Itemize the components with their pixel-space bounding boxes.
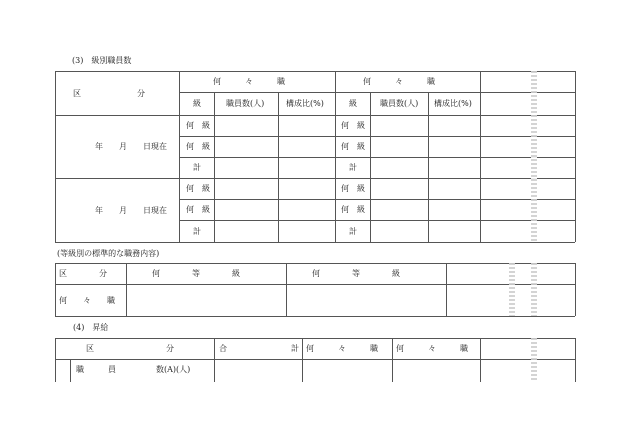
wavy-divider — [531, 338, 537, 382]
header-ratio-2: 構成比(%) — [434, 99, 472, 108]
wavy-divider — [531, 263, 537, 316]
block-2-total-left: 計 — [193, 227, 201, 236]
block-2-total-right: 計 — [349, 227, 357, 236]
header-ratio-1: 構成比(%) — [286, 99, 324, 108]
block-2-row-2-left: 何 級 — [186, 205, 210, 214]
wavy-divider — [531, 71, 537, 242]
block-2-row-1-right: 何 級 — [341, 184, 365, 193]
block-1-row-1-right: 何 級 — [341, 121, 365, 130]
block-1-total-right: 計 — [349, 163, 357, 172]
duties-row-label: 何 々 職 — [59, 296, 115, 305]
header-group-1: 何 々 職 — [213, 77, 285, 86]
header-count-2: 職員数(人) — [380, 99, 419, 108]
pay-row-staff-count: 職 員 数(A)(人) — [76, 365, 191, 374]
pay-header-col-1: 何 々 職 — [306, 344, 378, 353]
duties-header-col-2: 何 等 級 — [312, 269, 400, 278]
duties-header-col-1: 何 等 級 — [152, 269, 240, 278]
header-count-1: 職員数(人) — [226, 99, 265, 108]
header-kyu-2: 級 — [349, 99, 357, 108]
block-2-date-label: 年 月 日現在 — [95, 206, 167, 215]
duties-header-kubun: 区 分 — [59, 269, 107, 278]
pay-header-col-2: 何 々 職 — [396, 344, 468, 353]
section-title-staff-by-grade: (3) 級別職員数 — [72, 56, 132, 65]
header-kyu-1: 級 — [193, 99, 201, 108]
section-title-pay-raise: (4) 昇給 — [73, 323, 109, 332]
pay-header-kubun: 区 分 — [86, 344, 174, 353]
block-1-row-2-left: 何 級 — [186, 142, 210, 151]
header-group-2: 何 々 職 — [363, 77, 435, 86]
block-2-row-1-left: 何 級 — [186, 184, 210, 193]
block-2-row-2-right: 何 級 — [341, 205, 365, 214]
block-1-date-label: 年 月 日現在 — [95, 142, 167, 151]
section-title-duties: (等級別の標準的な職務内容) — [57, 249, 160, 258]
wavy-divider — [509, 263, 515, 316]
header-kubun: 区 分 — [73, 89, 145, 98]
block-1-total-left: 計 — [193, 163, 201, 172]
block-1-row-2-right: 何 級 — [341, 142, 365, 151]
pay-header-total: 合 計 — [219, 344, 299, 353]
block-1-row-1-left: 何 級 — [186, 121, 210, 130]
